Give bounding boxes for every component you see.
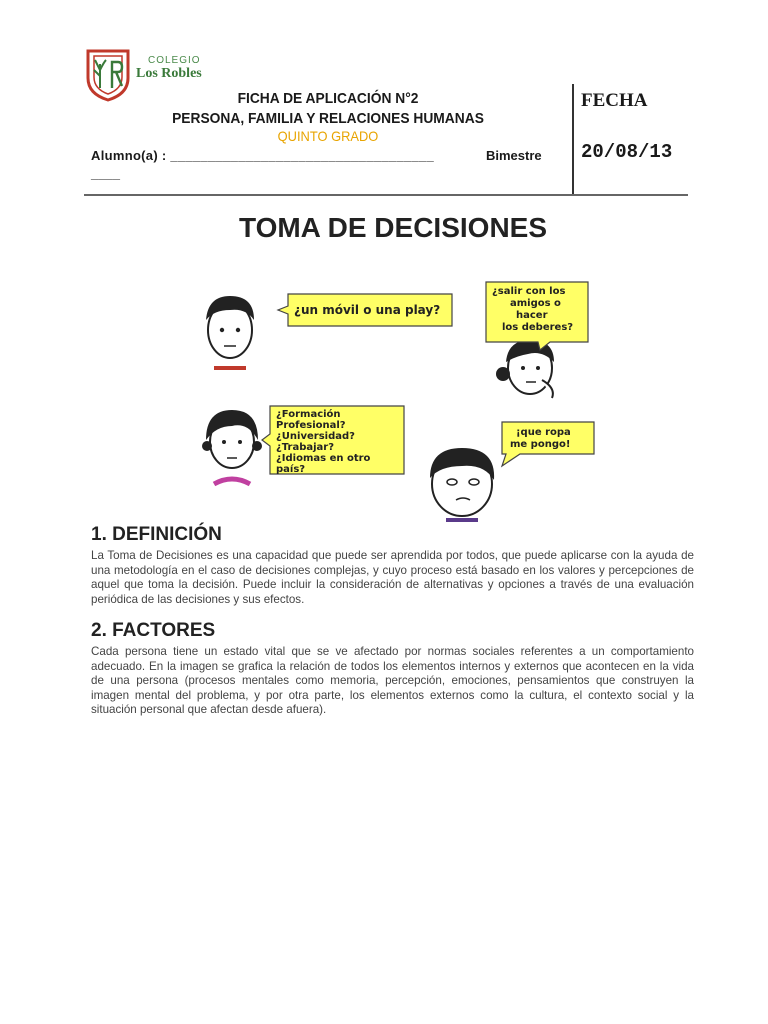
bubble3-line5: ¿Idiomas en otro <box>276 453 371 464</box>
svg-text:amigos o <box>510 298 561 309</box>
speech-bubble-3 <box>262 406 404 475</box>
underscore-line: ____ <box>91 166 120 181</box>
student-name-field: Alumno(a) : ___________________________________ <box>91 148 434 163</box>
section-text-factores: Cada persona tiene un estado vital que se ve afectado por normas sociales referentes a un comportamiento adecuado. En la imagen se grafica la relación de todos los elementos internos y externos que acontecen en la vida de una persona (procesos mentales como memoria, percepción, emociones, pensamientos que construyen la imagen mental del problema, y por otra parte, los elementos externos como la cultura, el contexto social y la situación personal que afectan desde afuera). <box>91 645 694 716</box>
decision-illustration <box>190 270 610 526</box>
bubble2-line4: los deberes? <box>502 322 574 333</box>
bimestre-label: Bimestre <box>486 148 542 163</box>
school-name: Los Robles <box>136 66 202 81</box>
boy-worried-face-icon <box>430 448 494 520</box>
bubble2-line1: ¿salir con los <box>492 286 566 297</box>
svg-text:¡que ropa <box>516 427 571 438</box>
header-divider-vertical <box>572 84 574 196</box>
svg-text:hacer <box>516 310 548 321</box>
section-heading-definicion: 1. DEFINICIÓN <box>91 524 222 545</box>
section-heading-factores: 2. FACTORES <box>91 620 216 641</box>
bubble4-line1: ¡que ropa <box>516 427 571 438</box>
school-label-small: COLEGIO <box>148 55 201 66</box>
bubble3-line3: ¿Universidad? <box>276 431 355 442</box>
bubble3-line6: país? <box>276 464 306 475</box>
svg-text:país? <box>276 463 305 475</box>
subject-title: PERSONA, FAMILIA Y RELACIONES HUMANAS <box>172 110 484 127</box>
header-divider-horizontal <box>84 194 688 196</box>
svg-text:los deberes? <box>502 322 573 333</box>
grade-label: QUINTO GRADO <box>277 128 379 144</box>
speech-bubble-1 <box>278 294 452 326</box>
svg-text:¿Universidad? <box>276 431 355 442</box>
worksheet-title: FICHA DE APLICACIÓN N°2 <box>237 90 419 107</box>
bubble2-line3: hacer <box>516 310 548 321</box>
svg-text:¿salir con los <box>492 286 565 297</box>
bubble3-line1: ¿Formación <box>276 409 341 420</box>
bubble4-line2: me pongo! <box>510 439 571 450</box>
svg-text:¿Idiomas en otro <box>276 453 371 464</box>
date-label: FECHA <box>581 90 648 111</box>
svg-text:¿Trabajar? <box>276 442 334 453</box>
bubble3-line2: Profesional? <box>276 420 346 431</box>
girl-face-icon <box>202 410 262 484</box>
bubble3-line4: ¿Trabajar? <box>276 442 335 453</box>
bubble2-line2: amigos o <box>510 298 561 309</box>
date-value: 20/08/13 <box>581 141 673 163</box>
speech-bubble-4 <box>502 422 594 466</box>
boy-face-icon <box>206 296 254 368</box>
girl-thinking-face-icon <box>496 340 554 398</box>
section-text-definicion: La Toma de Decisiones es una capacidad que puede ser aprendida por todos, que puede aplicarse con la ayuda de una metodología en el caso de decisiones complejas, y cuyo proceso está basado en los valores y percepciones de aquel que toma la decisión. Puede incluir la consideración de alternativas y opciones a través de una evaluación periódica de las decisiones y sus efectos. <box>91 549 694 606</box>
svg-text:¿Formación <box>276 408 341 420</box>
speech-bubble-2 <box>486 282 588 350</box>
page-title: TOMA DE DECISIONES <box>238 212 548 243</box>
svg-text:Profesional? <box>276 420 346 431</box>
bubble1-text: ¿un móvil o una play? <box>294 303 441 317</box>
svg-text:me pongo! <box>510 439 570 450</box>
